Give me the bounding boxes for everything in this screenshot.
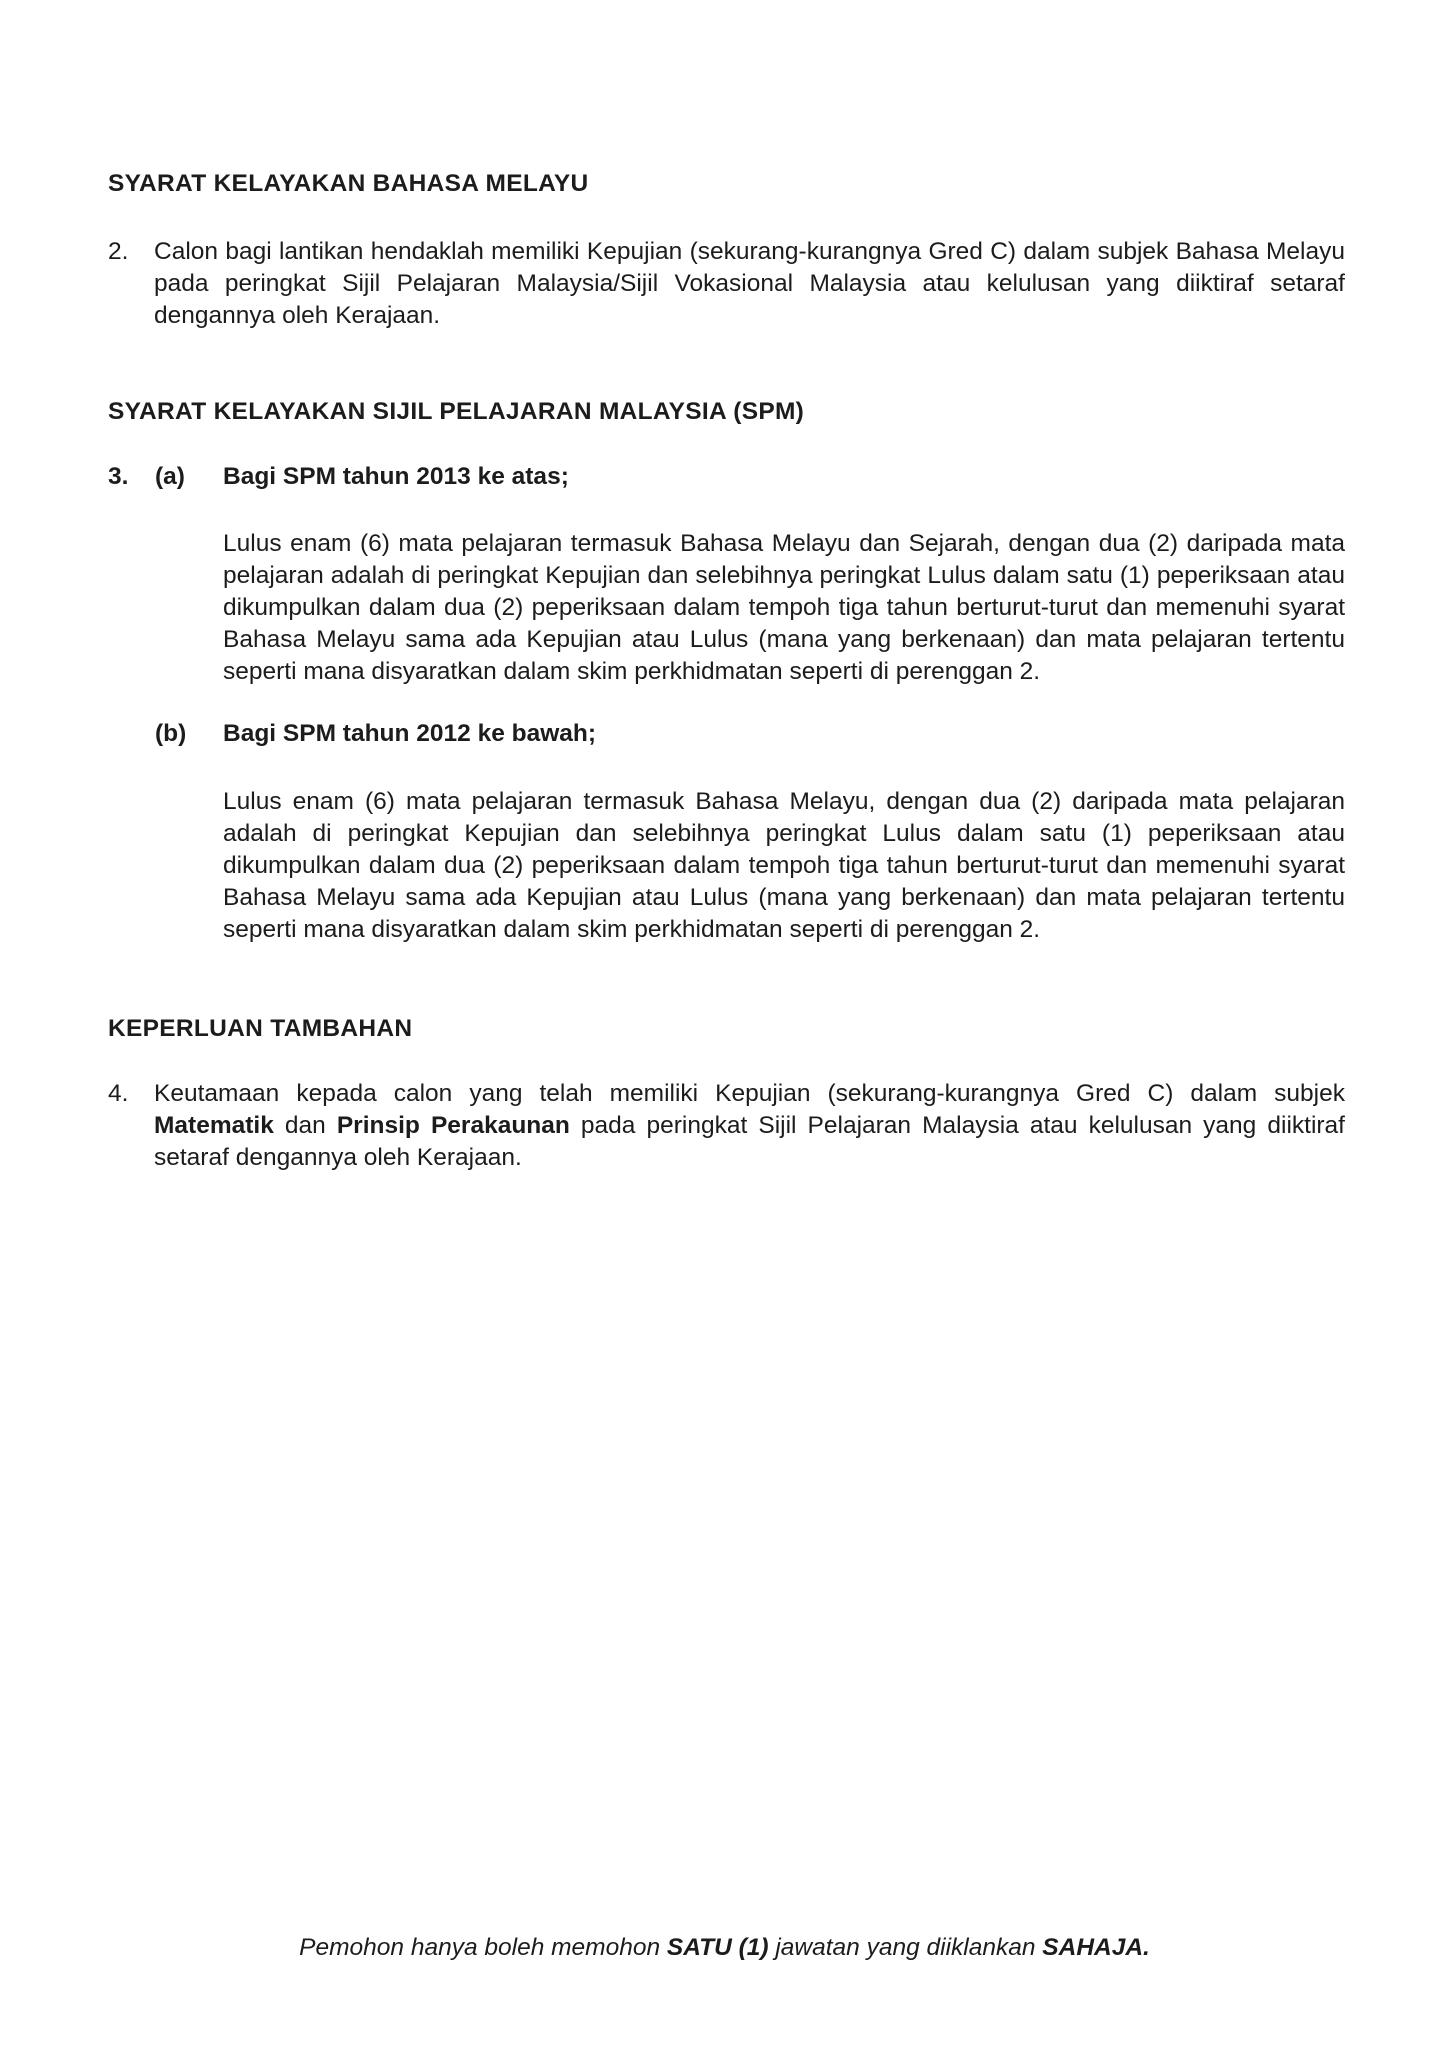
- footer-note: Pemohon hanya boleh memohon SATU (1) jawatan yang diiklankan SAHAJA.: [299, 1934, 1150, 1961]
- list-item-2: [108, 236, 1345, 332]
- item-3b-label: (b): [155, 720, 187, 747]
- item-3b-title: Bagi SPM tahun 2012 ke bawah;: [223, 720, 597, 747]
- section-heading-spm: SYARAT KELAYAKAN SIJIL PELAJARAN MALAYSIA (SPM): [108, 398, 805, 425]
- list-item-3a-heading: [108, 461, 1345, 493]
- item-3-number: 3.: [108, 463, 129, 490]
- section-heading-keperluan-tambahan: KEPERLUAN TAMBAHAN: [108, 1015, 413, 1042]
- item-2-text: Calon bagi lantikan hendaklah memiliki Kepujian (sekurang-kurangnya Gred C) dalam subjek Bahasa Melayu pada peringkat Sijil Pelajaran Malaysia/Sijil Vokasional Malaysia atau kelulusan yang diiktiraf setaraf dengannya oleh Kerajaan.: [154, 238, 1345, 329]
- item-3b-body: Lulus enam (6) mata pelajaran termasuk Bahasa Melayu, dengan dua (2) daripada mata pelajaran adalah di peringkat Kepujian dan selebihnya peringkat Lulus dalam satu (1) peperiksaan atau dikumpulkan dalam dua (2) peperiksaan dalam tempoh tiga tahun berturut-turut dan memenuhi syarat Bahasa Melayu sama ada Kepujian atau Lulus (mana yang berkenaan) dan mata pelajaran tertentu seperti mana disyaratkan dalam skim perkhidmatan seperti di perenggan 2.: [223, 788, 1345, 943]
- list-item-4: [108, 1078, 1345, 1174]
- item-3a-label: (a): [155, 463, 185, 490]
- item-4-text: Keutamaan kepada calon yang telah memiliki Kepujian (sekurang-kurangnya Gred C) dalam subjek Matematik dan Prinsip Perakaunan pada peringkat Sijil Pelajaran Malaysia atau kelulusan yang diiktiraf setaraf dengannya oleh Kerajaan.: [154, 1080, 1345, 1171]
- item-3a-body: Lulus enam (6) mata pelajaran termasuk Bahasa Melayu dan Sejarah, dengan dua (2) daripada mata pelajaran adalah di peringkat Kepujian dan selebihnya peringkat Lulus dalam satu (1) peperiksaan atau dikumpulkan dalam dua (2) peperiksaan dalam tempoh tiga tahun berturut-turut dan memenuhi syarat Bahasa Melayu sama ada Kepujian atau Lulus (mana yang berkenaan) dan mata pelajaran tertentu seperti mana disyaratkan dalam skim perkhidmatan seperti di perenggan 2.: [223, 530, 1345, 685]
- item-4-number: 4.: [108, 1080, 129, 1107]
- list-item-3b-heading: [155, 718, 1345, 750]
- item-3a-title: Bagi SPM tahun 2013 ke atas;: [223, 463, 569, 490]
- item-2-number: 2.: [108, 238, 129, 265]
- section-heading-bahasa-melayu: SYARAT KELAYAKAN BAHASA MELAYU: [108, 170, 589, 197]
